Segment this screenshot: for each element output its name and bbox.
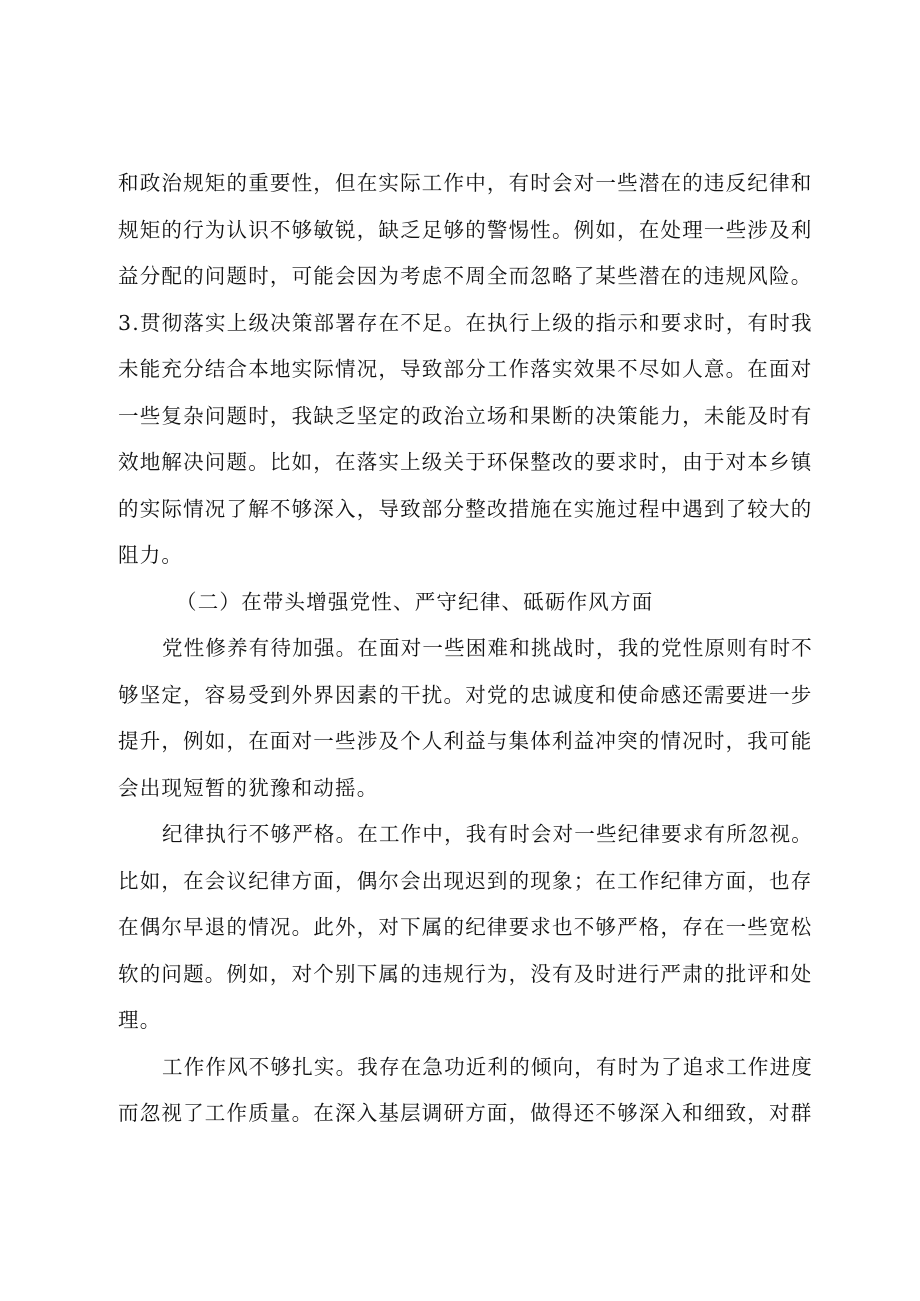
text-line: 规矩的行为认识不够敏锐，缺乏足够的警惕性。例如，在处理一些涉及利 <box>118 217 813 242</box>
text-line: 纪律执行不够严格。在工作中，我有时会对一些纪律要求有所忽视。 <box>162 822 813 846</box>
text-line: 在偶尔早退的情况。此外，对下属的纪律要求也不够严格，存在一些宽松 <box>118 915 813 939</box>
document-body <box>118 160 813 1137</box>
section-heading: （二）在带头增强党性、严守纪律、砥砺作风方面 <box>176 589 654 614</box>
text-line: 软的问题。例如，对个别下属的违规行为，没有及时进行严肃的批评和处 <box>118 961 813 986</box>
text-line: 益分配的问题时，可能会因为考虑不周全而忽略了某些潜在的违规风险。 <box>118 264 813 288</box>
text-line: 一些复杂问题时，我缺乏坚定的政治立场和果断的决策能力，未能及时有 <box>118 403 813 428</box>
text-line: 会出现短暂的犹豫和动摇。 <box>118 775 379 800</box>
text-line: 工作作风不够扎实。我存在急功近利的倾向，有时为了追求工作进度 <box>162 1054 813 1079</box>
text-line: 理。 <box>118 1008 162 1032</box>
text-line: 的实际情况了解不够深入，导致部分整改措施在实施过程中遇到了较大的 <box>118 496 813 521</box>
text-line: 够坚定，容易受到外界因素的干扰。对党的忠诚度和使命感还需要进一步 <box>118 682 813 707</box>
text-line: 而忽视了工作质量。在深入基层调研方面，做得还不够深入和细致，对群 <box>118 1101 813 1125</box>
text-line: 和政治规矩的重要性，但在实际工作中，有时会对一些潜在的违反纪律和 <box>118 171 813 195</box>
text-line: 比如，在会议纪律方面，偶尔会出现迟到的现象；在工作纪律方面，也存 <box>118 868 813 893</box>
text-line: 效地解决问题。比如，在落实上级关于环保整改的要求时，由于对本乡镇 <box>118 450 813 474</box>
text-line: 阻力。 <box>118 543 184 567</box>
text-line: 3.贯彻落实上级决策部署存在不足。在执行上级的指示和要求时，有时我 <box>118 310 813 335</box>
text-line: 党性修养有待加强。在面对一些困难和挑战时，我的党性原则有时不 <box>162 636 813 660</box>
text-line: 提升，例如，在面对一些涉及个人利益与集体利益冲突的情况时，我可能 <box>118 729 813 753</box>
text-line: 未能充分结合本地实际情况，导致部分工作落实效果不尽如人意。在面对 <box>118 357 813 381</box>
